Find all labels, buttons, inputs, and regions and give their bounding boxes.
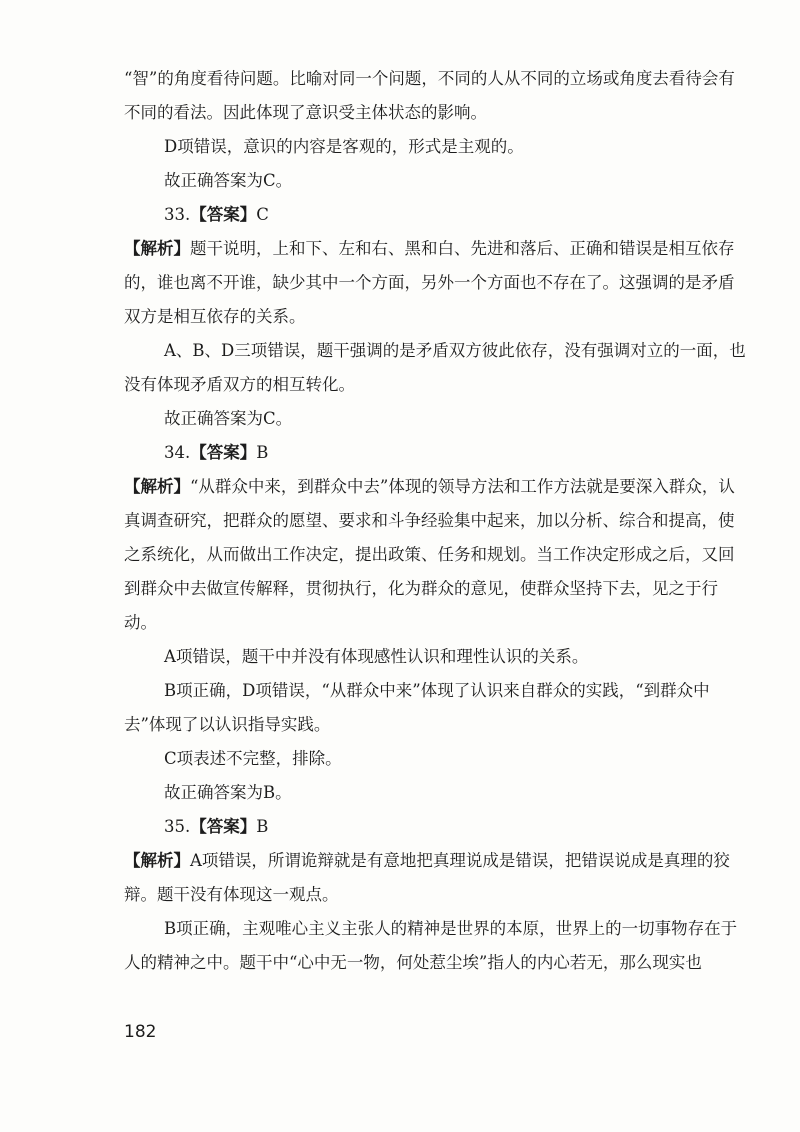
answer-value: C [256, 205, 269, 224]
paragraph: A、B、D三项错误，题干强调的是矛盾双方彼此依存，没有强调对立的一面，也没有体现矛盾双方的相互转化。 [124, 341, 746, 394]
paragraph: 故正确答案为C。 [164, 171, 293, 190]
question-number: 33. [164, 205, 191, 224]
analysis-text: A项错误，所谓诡辩就是有意地把真理说成是错误，把错误说成是真理的狡辩。题干没有体现这一观点。 [124, 851, 730, 904]
analysis-tag: 【解析】 [124, 477, 190, 496]
analysis-tag: 【解析】 [124, 239, 190, 258]
page-number: 182 [124, 1022, 157, 1042]
paragraph: 故正确答案为C。 [164, 409, 293, 428]
analysis-text: 题干说明，上和下、左和右、黑和白、先进和落后、正确和错误是相互依存的，谁也离不开谁，缺少其中一个方面，另外一个方面也不存在了。这强调的是矛盾双方是相互依存的关系。 [124, 239, 735, 326]
analysis-paragraph [124, 844, 748, 912]
paragraph: C项表述不完整，排除。 [164, 749, 342, 768]
paragraph-continued: “智”的角度看待问题。比喻对同一个问题，不同的人从不同的立场或角度去看待会有不同的看法。因此体现了意识受主体状态的影响。 [124, 69, 735, 122]
answer-value: B [256, 817, 269, 836]
answer-tag: 【答案】 [190, 817, 257, 836]
answer-heading [124, 436, 748, 470]
answer-tag: 【答案】 [190, 443, 257, 462]
answer-value: B [256, 443, 269, 462]
answer-tag: 【答案】 [190, 205, 257, 224]
answer-heading [124, 198, 748, 232]
analysis-text: “从群众中来，到群众中去”体现的领导方法和工作方法就是要深入群众，认真调查研究，把群众的愿望、要求和斗争经验集中起来，加以分析、综合和提高，使之系统化，从而做出工作决定，提出政策、任务和规划。当工作决定形成之后，又回到群众中去做宣传解释，贯彻执行，化为群众的意见，使群众坚持下去，见之于行动。 [124, 477, 735, 632]
question-number: 35. [164, 817, 191, 836]
analysis-tag: 【解析】 [124, 851, 190, 870]
paragraph: 故正确答案为B。 [164, 783, 292, 802]
page-content [124, 62, 748, 980]
answer-heading [124, 810, 748, 844]
paragraph: A项错误，题干中并没有体现感性认识和理性认识的关系。 [164, 647, 589, 666]
question-number: 34. [164, 443, 191, 462]
paragraph: D项错误，意识的内容是客观的，形式是主观的。 [164, 137, 524, 156]
analysis-paragraph [124, 232, 748, 334]
analysis-paragraph [124, 470, 748, 640]
paragraph: B项正确，主观唯心主义主张人的精神是世界的本原，世界上的一切事物存在于人的精神之中。题干中“心中无一物，何处惹尘埃”指人的内心若无，那么现实也 [124, 919, 738, 972]
paragraph: B项正确，D项错误，“从群众中来”体现了认识来自群众的实践，“到群众中去”体现了以认识指导实践。 [124, 681, 710, 734]
